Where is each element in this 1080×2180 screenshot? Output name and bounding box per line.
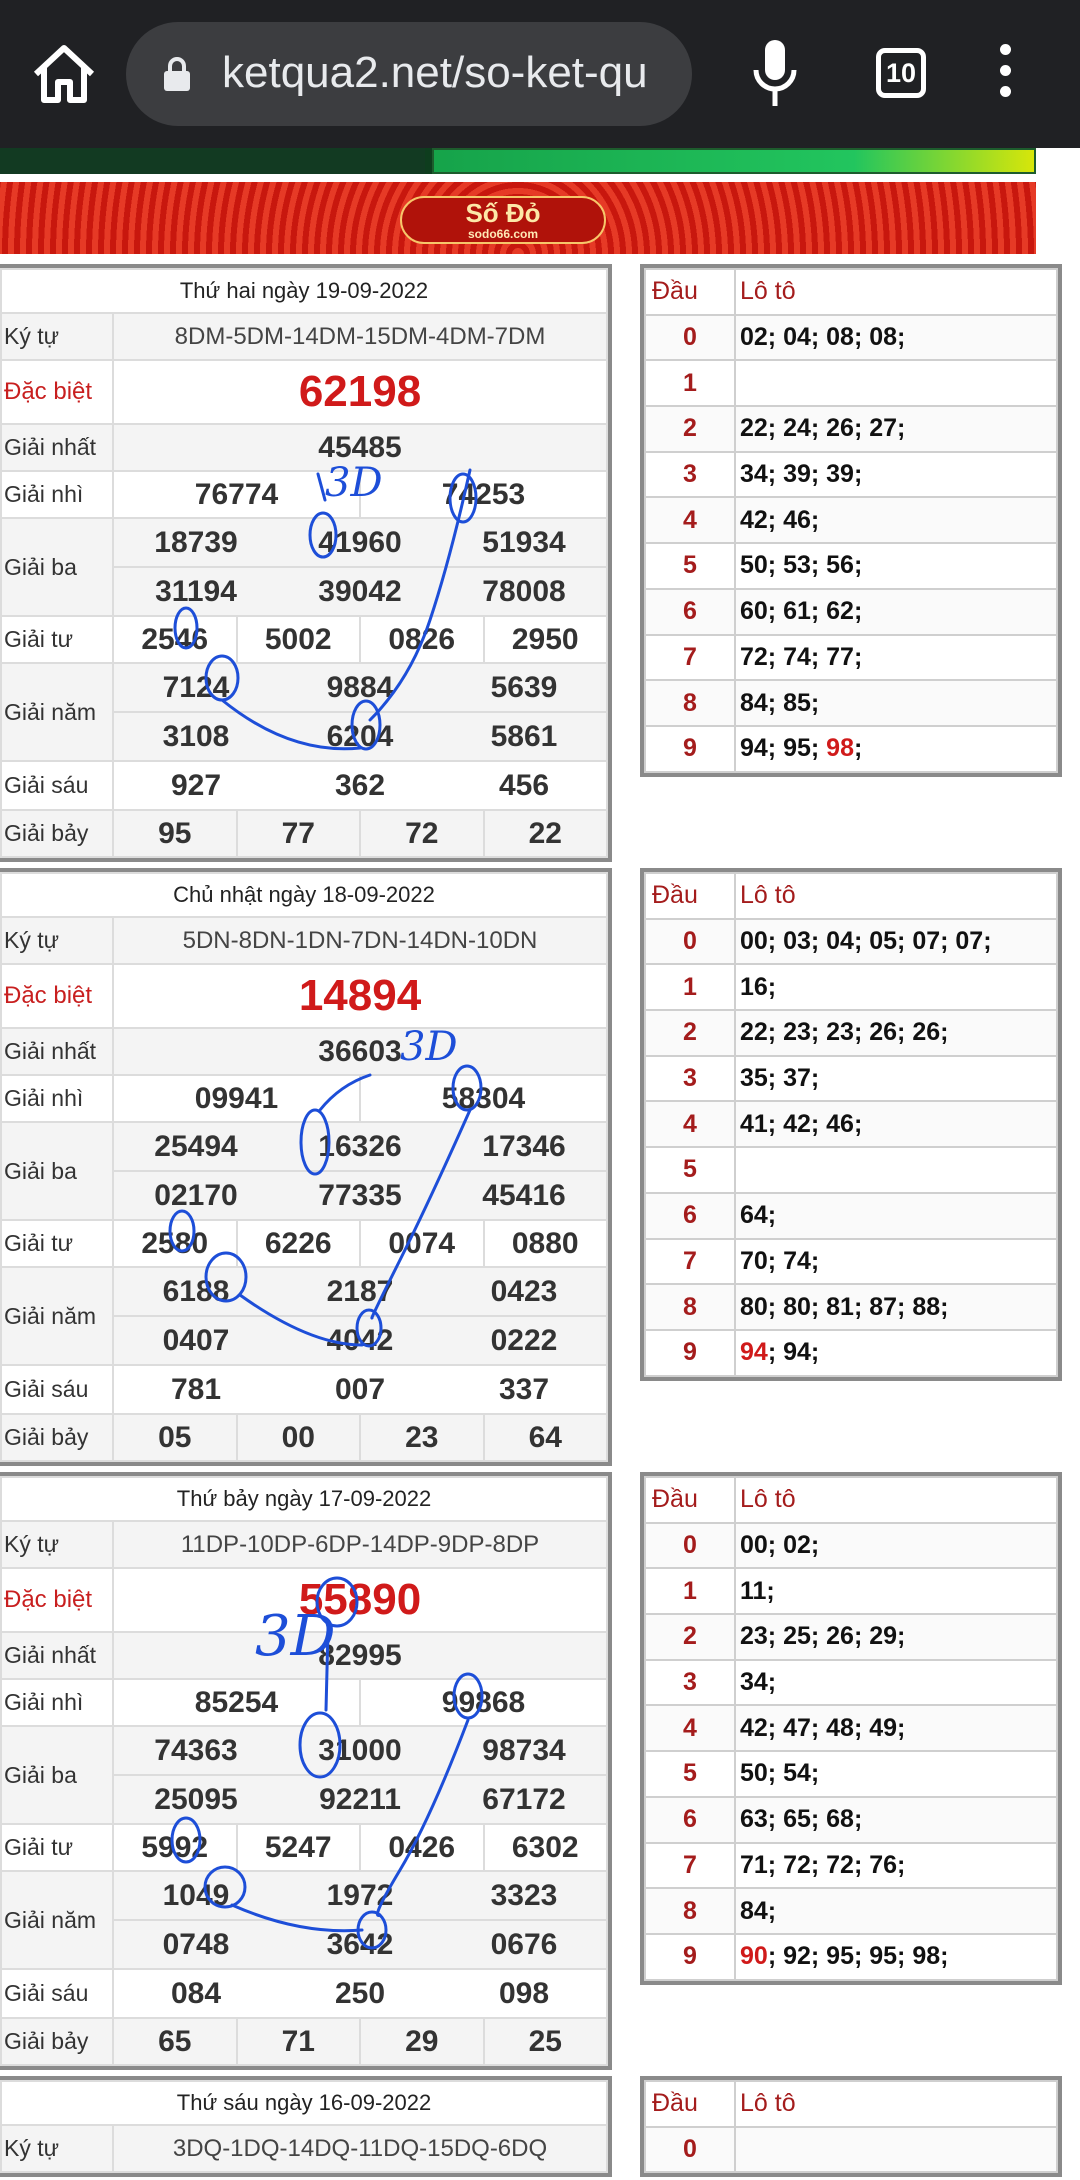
- giai-nhat-value: 45485: [113, 424, 607, 471]
- dac-biet-value: 14894: [113, 964, 607, 1028]
- ky-tu-value: 5DN-8DN-1DN-7DN-14DN-10DN: [113, 917, 607, 964]
- giai-nam-value: 3108: [114, 713, 278, 760]
- giai-nam-value: 1972: [278, 1872, 442, 1919]
- giai-bay-value: 77: [237, 810, 361, 857]
- giai-ba-value: 51934: [442, 519, 606, 566]
- loto-dau: 1: [645, 964, 735, 1010]
- loto-nums: 02; 04; 08; 08;: [735, 315, 1057, 361]
- giai-nam-value: 0407: [114, 1317, 278, 1364]
- giai-ba-value: 41960: [278, 519, 442, 566]
- label-ky-tu: Ký tự: [1, 917, 113, 964]
- loto-nums: 84;: [735, 1888, 1057, 1934]
- giai-nam-value: 0222: [442, 1317, 606, 1364]
- label-giai-nhi: Giải nhì: [1, 1679, 113, 1726]
- giai-bay-value: 29: [360, 2018, 484, 2065]
- loto-dau: 5: [645, 543, 735, 589]
- giai-nhi-value: 58304: [360, 1075, 607, 1122]
- giai-tu-value: 5992: [113, 1824, 237, 1871]
- label-dac-biet: Đặc biệt: [1, 1568, 113, 1632]
- giai-nam-value: 3642: [278, 1921, 442, 1968]
- dac-biet-value: 55890: [113, 1568, 607, 1632]
- giai-nhi-value: 99868: [360, 1679, 607, 1726]
- giai-nam-value: 5639: [442, 664, 606, 711]
- giai-bay-value: 95: [113, 810, 237, 857]
- loto-dau: 9: [645, 726, 735, 772]
- giai-bay-value: 64: [484, 1414, 608, 1461]
- lock-icon: [162, 56, 192, 92]
- ink-note: 3D: [400, 1024, 458, 1070]
- loto-head-dau: Đầu: [645, 1477, 735, 1523]
- loto-nums: 64;: [735, 1193, 1057, 1239]
- loto-dau: 5: [645, 1751, 735, 1797]
- giai-bay-value: 22: [484, 810, 608, 857]
- label-giai-tu: Giải tư: [1, 1220, 113, 1267]
- ky-tu-value: 8DM-5DM-14DM-15DM-4DM-7DM: [113, 313, 607, 360]
- loto-dau: 4: [645, 1101, 735, 1147]
- loto-nums: [735, 2127, 1057, 2173]
- loto-dau: 6: [645, 1797, 735, 1843]
- browser-toolbar: [0, 0, 1080, 148]
- giai-bay-value: 05: [113, 1414, 237, 1461]
- giai-ba-value: 67172: [442, 1776, 606, 1823]
- loto-dau: 3: [645, 1660, 735, 1706]
- label-giai-sau: Giải sáu: [1, 1365, 113, 1414]
- giai-nam-value: 7124: [114, 664, 278, 711]
- draw-date: Thứ bảy ngày 17-09-2022: [1, 1477, 607, 1521]
- loto-dau: 7: [645, 635, 735, 681]
- giai-bay-value: 00: [237, 1414, 361, 1461]
- promo-banner-sodo[interactable]: [0, 182, 1036, 254]
- giai-bay-value: 25: [484, 2018, 608, 2065]
- giai-ba-value: 02170: [114, 1172, 278, 1219]
- home-icon[interactable]: [24, 34, 104, 114]
- loto-dau: 0: [645, 919, 735, 965]
- giai-tu-value: 6302: [484, 1824, 608, 1871]
- giai-ba-value: 16326: [278, 1123, 442, 1170]
- giai-ba-value: 31000: [278, 1727, 442, 1774]
- giai-nam-value: 9884: [278, 664, 442, 711]
- loto-nums: [735, 360, 1057, 406]
- loto-nums: 84; 85;: [735, 680, 1057, 726]
- loto-dau: 0: [645, 2127, 735, 2173]
- giai-nhi-value: 76774: [113, 471, 360, 518]
- draw-date: Thứ hai ngày 19-09-2022: [1, 269, 607, 313]
- loto-nums: 34;: [735, 1660, 1057, 1706]
- loto-dau: 0: [645, 1523, 735, 1569]
- giai-sau-value: 781: [170, 1372, 222, 1406]
- giai-tu-value: 2546: [113, 616, 237, 663]
- giai-tu-value: 0074: [360, 1220, 484, 1267]
- loto-dau: 2: [645, 406, 735, 452]
- giai-sau-value: 007: [334, 1372, 386, 1406]
- ink-note: 3D: [255, 1604, 336, 1669]
- giai-bay-value: 65: [113, 2018, 237, 2065]
- loto-nums: 42; 46;: [735, 497, 1057, 543]
- giai-sau-value: 927: [170, 768, 222, 802]
- loto-nums: 90; 92; 95; 95; 98;: [735, 1934, 1057, 1980]
- loto-nums: 00; 03; 04; 05; 07; 07;: [735, 919, 1057, 965]
- loto-dau: 6: [645, 589, 735, 635]
- tab-switcher-button[interactable]: 10: [876, 48, 926, 98]
- loto-dau: 4: [645, 497, 735, 543]
- loto-head-loto: Lô tô: [735, 2081, 1057, 2127]
- loto-table-draw-1: [640, 264, 1062, 777]
- label-giai-nhat: Giải nhất: [1, 1028, 113, 1075]
- loto-nums: 50; 53; 56;: [735, 543, 1057, 589]
- giai-bay-value: 23: [360, 1414, 484, 1461]
- loto-dau: 8: [645, 1888, 735, 1934]
- giai-ba-value: 78008: [442, 568, 606, 615]
- giai-ba-value: 39042: [278, 568, 442, 615]
- loto-nums: 22; 23; 23; 26; 26;: [735, 1010, 1057, 1056]
- address-bar[interactable]: [126, 22, 692, 126]
- giai-sau-value: 337: [498, 1372, 550, 1406]
- loto-dau: 7: [645, 1843, 735, 1889]
- loto-dau: 8: [645, 1284, 735, 1330]
- loto-nums: 94; 95; 98;: [735, 726, 1057, 772]
- giai-ba-value: 31194: [114, 568, 278, 615]
- loto-dau: 9: [645, 1934, 735, 1980]
- giai-ba-value: 18739: [114, 519, 278, 566]
- giai-tu-value: 5002: [237, 616, 361, 663]
- loto-nums: 42; 47; 48; 49;: [735, 1705, 1057, 1751]
- loto-nums: 11;: [735, 1568, 1057, 1614]
- label-ky-tu: Ký tự: [1, 1521, 113, 1568]
- label-giai-bay: Giải bảy: [1, 810, 113, 857]
- loto-nums: 63; 65; 68;: [735, 1797, 1057, 1843]
- giai-ba-value: 77335: [278, 1172, 442, 1219]
- loto-nums: 00; 02;: [735, 1523, 1057, 1569]
- label-dac-biet: Đặc biệt: [1, 360, 113, 424]
- label-ky-tu: Ký tự: [1, 2125, 113, 2172]
- ky-tu-value: 11DP-10DP-6DP-14DP-9DP-8DP: [113, 1521, 607, 1568]
- loto-dau: 6: [645, 1193, 735, 1239]
- promo-banner-top[interactable]: [0, 148, 1036, 174]
- label-giai-ba: Giải ba: [1, 518, 113, 616]
- giai-nam-value: 5861: [442, 713, 606, 760]
- loto-nums: 35; 37;: [735, 1056, 1057, 1102]
- loto-nums: 94; 94;: [735, 1330, 1057, 1376]
- loto-dau: 2: [645, 1010, 735, 1056]
- giai-ba-value: 45416: [442, 1172, 606, 1219]
- label-giai-tu: Giải tư: [1, 1824, 113, 1871]
- sodo-logo: Số Đỏ sodo66.com: [400, 196, 606, 244]
- giai-sau-value: 098: [498, 1976, 550, 2010]
- giai-nam-value: 2187: [278, 1268, 442, 1315]
- giai-nam-value: 0423: [442, 1268, 606, 1315]
- overflow-menu-icon[interactable]: [990, 44, 1020, 106]
- giai-nhi-value: 74253: [360, 471, 607, 518]
- loto-dau: 2: [645, 1614, 735, 1660]
- loto-dau: 3: [645, 1056, 735, 1102]
- loto-nums: 50; 54;: [735, 1751, 1057, 1797]
- loto-dau: 1: [645, 1568, 735, 1614]
- url-text: ketqua2.net/so-ket-qu: [222, 48, 648, 97]
- loto-dau: 9: [645, 1330, 735, 1376]
- loto-nums: 16;: [735, 964, 1057, 1010]
- giai-tu-value: 2580: [113, 1220, 237, 1267]
- giai-sau-value: 456: [498, 768, 550, 802]
- giai-nam-value: 0676: [442, 1921, 606, 1968]
- giai-nam-value: 3323: [442, 1872, 606, 1919]
- loto-dau: 4: [645, 1705, 735, 1751]
- results-table-draw-1: [0, 264, 612, 862]
- giai-nhat-value: 82995: [113, 1632, 607, 1679]
- giai-tu-value: 2950: [484, 616, 608, 663]
- giai-bay-value: 71: [237, 2018, 361, 2065]
- label-giai-sau: Giải sáu: [1, 1969, 113, 2018]
- loto-dau: 0: [645, 315, 735, 361]
- results-table-draw-2: [0, 868, 612, 1466]
- results-table-draw-4: [0, 2076, 612, 2177]
- giai-nam-value: 1049: [114, 1872, 278, 1919]
- loto-head-dau: Đầu: [645, 2081, 735, 2127]
- giai-nhi-value: 85254: [113, 1679, 360, 1726]
- label-giai-bay: Giải bảy: [1, 2018, 113, 2065]
- label-ky-tu: Ký tự: [1, 313, 113, 360]
- loto-nums: 41; 42; 46;: [735, 1101, 1057, 1147]
- giai-nam-value: 0748: [114, 1921, 278, 1968]
- loto-nums: 23; 25; 26; 29;: [735, 1614, 1057, 1660]
- loto-nums: 70; 74;: [735, 1239, 1057, 1285]
- label-giai-nam: Giải năm: [1, 663, 113, 761]
- loto-nums: 71; 72; 72; 76;: [735, 1843, 1057, 1889]
- loto-head-loto: Lô tô: [735, 269, 1057, 315]
- giai-sau-value: 250: [334, 1976, 386, 2010]
- label-giai-nhat: Giải nhất: [1, 424, 113, 471]
- giai-nam-value: 6204: [278, 713, 442, 760]
- loto-nums: 72; 74; 77;: [735, 635, 1057, 681]
- label-giai-nhat: Giải nhất: [1, 1632, 113, 1679]
- giai-sau-value: 362: [334, 768, 386, 802]
- giai-tu-value: 5247: [237, 1824, 361, 1871]
- loto-nums: 60; 61; 62;: [735, 589, 1057, 635]
- loto-nums: [735, 1147, 1057, 1193]
- label-giai-ba: Giải ba: [1, 1726, 113, 1824]
- loto-table-draw-4: [640, 2076, 1062, 2177]
- microphone-icon[interactable]: [750, 38, 800, 110]
- giai-nam-value: 6188: [114, 1268, 278, 1315]
- giai-nam-value: 4042: [278, 1317, 442, 1364]
- loto-dau: 3: [645, 452, 735, 498]
- loto-head-loto: Lô tô: [735, 1477, 1057, 1523]
- giai-nhi-value: 09941: [113, 1075, 360, 1122]
- loto-nums: 80; 80; 81; 87; 88;: [735, 1284, 1057, 1330]
- giai-ba-value: 98734: [442, 1727, 606, 1774]
- label-giai-nam: Giải năm: [1, 1871, 113, 1969]
- ink-note: 3D: [325, 460, 383, 506]
- label-giai-nhi: Giải nhì: [1, 471, 113, 518]
- loto-dau: 8: [645, 680, 735, 726]
- loto-head-dau: Đầu: [645, 873, 735, 919]
- loto-table-draw-2: [640, 868, 1062, 1381]
- loto-head-loto: Lô tô: [735, 873, 1057, 919]
- giai-ba-value: 25095: [114, 1776, 278, 1823]
- giai-ba-value: 74363: [114, 1727, 278, 1774]
- giai-ba-value: 92211: [278, 1776, 442, 1823]
- giai-tu-value: 0826: [360, 616, 484, 663]
- results-table-draw-3: [0, 1472, 612, 2070]
- label-giai-bay: Giải bảy: [1, 1414, 113, 1461]
- giai-tu-value: 0880: [484, 1220, 608, 1267]
- loto-dau: 7: [645, 1239, 735, 1285]
- label-giai-nhi: Giải nhì: [1, 1075, 113, 1122]
- giai-nhat-value: 36603: [113, 1028, 607, 1075]
- giai-ba-value: 17346: [442, 1123, 606, 1170]
- label-dac-biet: Đặc biệt: [1, 964, 113, 1028]
- label-giai-tu: Giải tư: [1, 616, 113, 663]
- ky-tu-value: 3DQ-1DQ-14DQ-11DQ-15DQ-6DQ: [113, 2125, 607, 2172]
- loto-dau: 5: [645, 1147, 735, 1193]
- giai-bay-value: 72: [360, 810, 484, 857]
- dac-biet-value: 62198: [113, 360, 607, 424]
- loto-head-dau: Đầu: [645, 269, 735, 315]
- label-giai-sau: Giải sáu: [1, 761, 113, 810]
- loto-nums: 34; 39; 39;: [735, 452, 1057, 498]
- loto-nums: 22; 24; 26; 27;: [735, 406, 1057, 452]
- draw-date: Chủ nhật ngày 18-09-2022: [1, 873, 607, 917]
- giai-ba-value: 25494: [114, 1123, 278, 1170]
- giai-tu-value: 0426: [360, 1824, 484, 1871]
- loto-dau: 1: [645, 360, 735, 406]
- label-giai-ba: Giải ba: [1, 1122, 113, 1220]
- label-giai-nam: Giải năm: [1, 1267, 113, 1365]
- draw-date: Thứ sáu ngày 16-09-2022: [1, 2081, 607, 2125]
- giai-sau-value: 084: [170, 1976, 222, 2010]
- giai-tu-value: 6226: [237, 1220, 361, 1267]
- loto-table-draw-3: [640, 1472, 1062, 1985]
